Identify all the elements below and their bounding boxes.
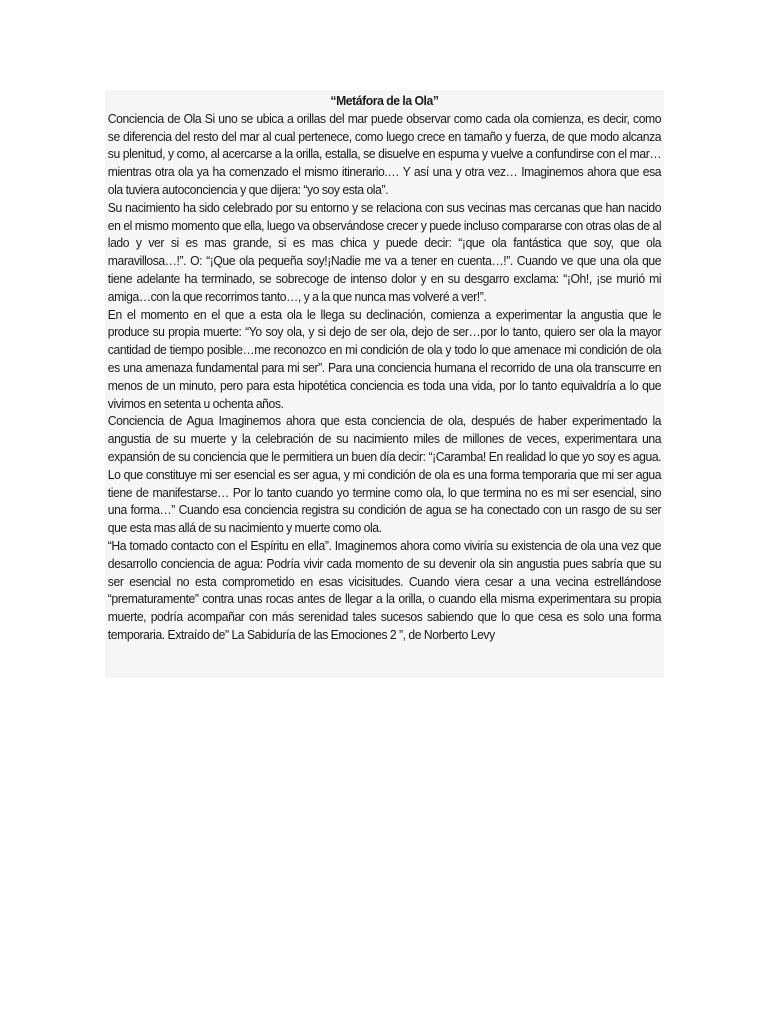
- paragraph-5: “Ha tomado contacto con el Espíritu en ella”. Imaginemos ahora como viviría su existencia de ola una vez que desarrollo conciencia de agua: Podría vivir cada momento de su devenir ola sin angustia pues sabría que su ser esencial no esta comprometido en esas vicisitudes. Cuando viera cesar a una vecina estrellándose “prematuramente” contra unas rocas antes de llegar a la orilla, o cuando ella misma experimentara su propia muerte, podría acompañar con más serenidad tales sucesos sabiendo que lo que cesa es solo una forma temporaria. Extraído de” La Sabiduría de las Emociones 2 ”, de Norberto Levy: [107, 537, 662, 642]
- document-title: “Metáfora de la Ola”: [330, 93, 439, 108]
- paragraph-3: En el momento en el que a esta ola le llega su declinación, comienza a experimentar la angustia que le produce su propia muerte: “Yo soy ola, y si dejo de ser ola, dejo de ser…por lo tanto, quiero ser ola la mayor cantidad de tiempo posible…me reconozco en mi condición de ola y todo lo que amenace mi condición de ola es una amenaza fundamental para mi ser”. Para una conciencia humana el recorrido de una ola transcurre en menos de un minuto, pero para esta hipotética conciencia es toda una vida, por lo tanto equivaldría a lo que vivimos en setenta u ochenta años.: [107, 306, 662, 411]
- paragraph-1: Conciencia de Ola Si uno se ubica a orillas del mar puede observar como cada ola comienza, es decir, como se diferencia del resto del mar al cual pertenece, como luego crece en tamaño y fuerza, de que modo alcanza su plenitud, y como, al acercarse a la orilla, estalla, se disuelve en espuma y vuelve a confundirse con el mar…mientras otra ola ya ha comenzado el mismo itinerario.… Y así una y otra vez… Imaginemos ahora que esa ola tuviera autoconciencia y que dijera: “yo soy esta ola”.: [107, 110, 662, 197]
- document-text-block: [105, 90, 664, 678]
- paragraph-4: Conciencia de Agua Imaginemos ahora que esta conciencia de ola, después de haber experimentado la angustia de su muerte y la celebración de su nacimiento miles de millones de veces, experimentara una expansión de su conciencia que le permitiera un buen día decir: “¡Caramba! En realidad lo que yo soy es agua. Lo que constituye mi ser esencial es ser agua, y mi condición de ola es una forma temporaria que mi ser agua tiene de manifestarse… Por lo tanto cuando yo termine como ola, lo que termina no es mi ser esencial, sino una forma…” Cuando esa conciencia registra su condición de agua se ha conectado con un rasgo de su ser que esta mas allá de su nacimiento y muerte como ola.: [107, 413, 662, 536]
- paragraph-2: Su nacimiento ha sido celebrado por su entorno y se relaciona con sus vecinas mas cercanas que han nacido en el mismo momento que ella, luego va observándose crecer y puede incluso compararse con otras olas de al lado y ver si es mas grande, si es mas chica y puede decir: “¡que ola fantástica que soy, que ola maravillosa…!”. O: “¡Que ola pequeña soy!¡Nadie me va a tener en cuenta…!”. Cuando ve que una ola que tiene adelante ha terminado, se sobrecoge de intenso dolor y en su desgarro exclama: “¡Oh!, ¡se murió mi amiga…con la que recorrimos tanto…, y a la que nunca mas volveré a ver!”.: [107, 199, 662, 304]
